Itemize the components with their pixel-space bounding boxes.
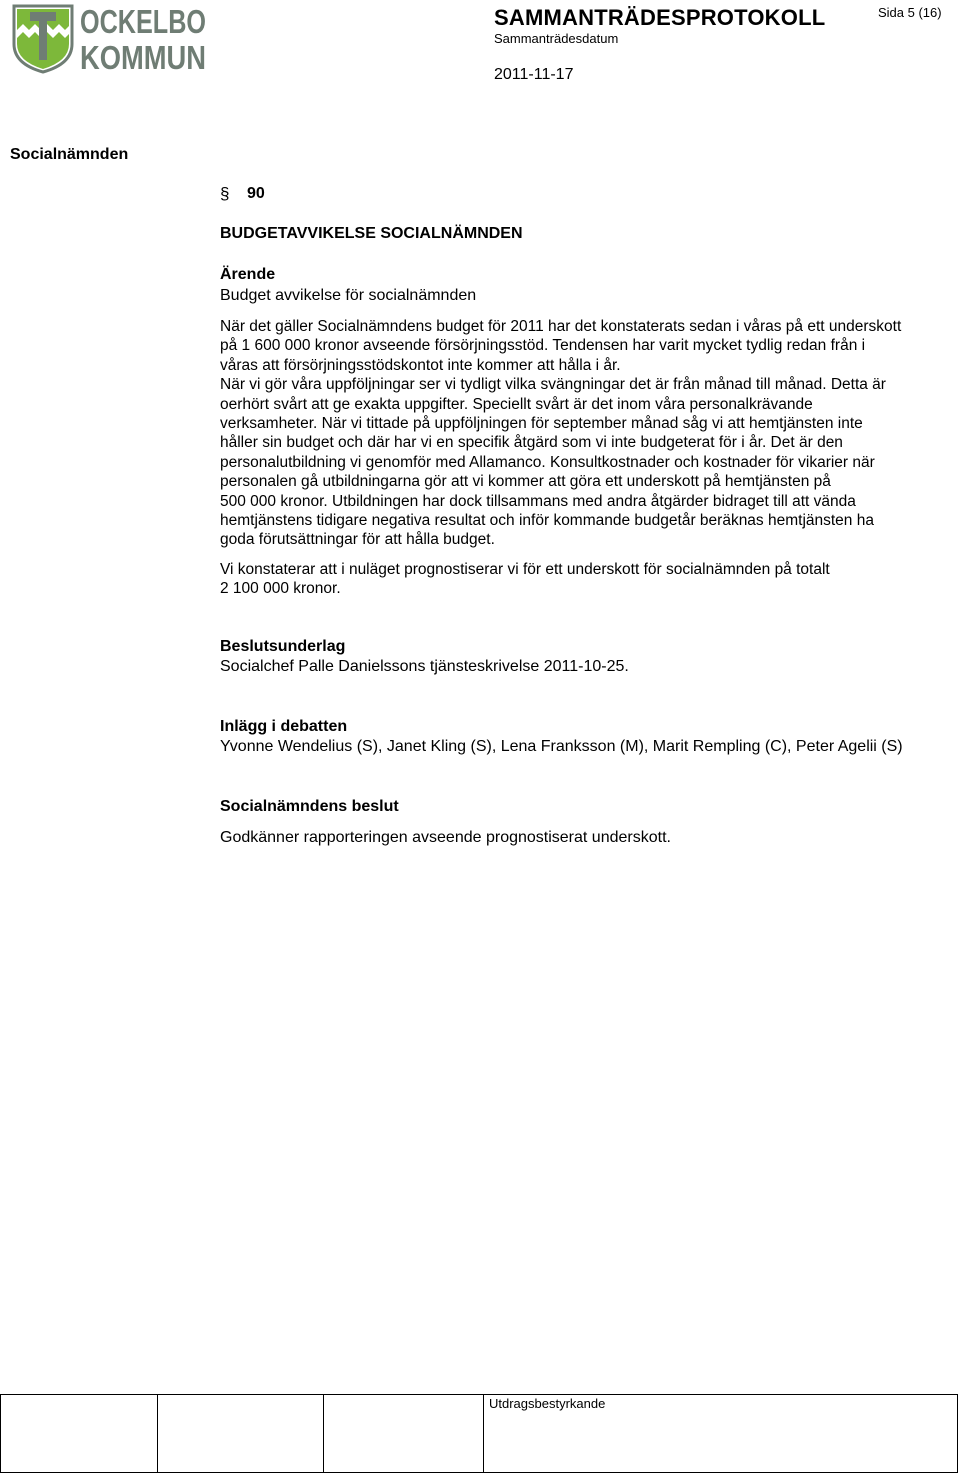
signature-cell-divider	[483, 1395, 484, 1472]
svg-text:KOMMUN: KOMMUN	[80, 39, 206, 76]
body-line: oerhört svårt att ge exakta uppgifter. Speciellt svårt är det inom våra personalkrävande	[220, 395, 813, 413]
body-line: våras att försörjningsstödskontot inte kommer att hålla i år.	[220, 356, 621, 374]
body-line: När vi gör våra uppföljningar ser vi tydligt vilka svängningar det är från månad till månad. Detta är	[220, 376, 886, 394]
beslutsunderlag-heading: Beslutsunderlag	[220, 638, 346, 655]
signature-table	[0, 1394, 958, 1473]
committee-name: Socialnämnden	[10, 146, 129, 163]
body-line: verksamheter. När vi tittade på uppföljningen för september månad såg vi att hemtjänsten inte	[220, 415, 863, 433]
body-line: 500 000 kronor. Utbildningen har dock tillsammans med andra åtgärder bidraget till att vända	[220, 492, 856, 510]
section-title: BUDGETAVVIKELSE SOCIALNÄMNDEN	[220, 225, 523, 242]
meeting-date: 2011-11-17	[494, 66, 574, 83]
body-text	[220, 317, 960, 599]
conclusion-line: Vi konstaterar att i nuläget prognostiserar vi för ett underskott för socialnämnden på totalt	[220, 560, 830, 578]
body-line: När det gäller Socialnämndens budget för 2011 har det konstaterats sedan i våras på ett underskott	[220, 318, 902, 335]
debate-participants: Yvonne Wendelius (S), Janet Kling (S), Lena Franksson (M), Marit Rempling (C), Peter Agelii (S)	[220, 738, 903, 755]
body-line: goda förutsättningar för att hålla budget.	[220, 531, 495, 549]
extract-certification-label: Utdragsbestyrkande	[489, 1396, 606, 1411]
ockelbo-kommun-logo	[8, 0, 208, 74]
signature-cell-divider	[157, 1395, 158, 1472]
page-number: Sida 5 (16)	[878, 5, 942, 20]
paragraph-symbol: §	[220, 184, 230, 203]
svg-text:OCKELBO: OCKELBO	[80, 3, 206, 40]
decision-heading: Socialnämndens beslut	[220, 798, 399, 815]
section-number: 90	[247, 185, 265, 202]
arende-text: Budget avvikelse för socialnämnden	[220, 287, 477, 304]
beslutsunderlag-text: Socialchef Palle Danielssons tjänsteskrivelse 2011-10-25.	[220, 658, 629, 675]
paragraph-gap	[220, 550, 960, 560]
decision-text: Godkänner rapporteringen avseende prognostiserat underskott.	[220, 829, 671, 846]
signature-cell-divider	[323, 1395, 324, 1472]
body-line: personalutbildning vi genomför med Allamanco. Konsultkostnader och kostnader för vikarier när	[220, 453, 875, 471]
body-line: håller sin budget och där har vi en specifik åtgärd som vi inte budgeterat för i år. Det är den	[220, 434, 843, 452]
arende-heading: Ärende	[220, 266, 276, 283]
document-title: SAMMANTRÄDESPROTOKOLL	[494, 5, 826, 30]
body-line: på 1 600 000 kronor avseende försörjningsstöd. Tendensen har varit mycket tydlig redan från i	[220, 337, 866, 355]
debate-heading: Inlägg i debatten	[220, 718, 348, 735]
meeting-date-label: Sammanträdesdatum	[494, 31, 619, 46]
body-line: personalen gå utbildningarna gör att vi kommer att göra ett underskott på hemtjänsten på	[220, 473, 831, 491]
body-line: hemtjänstens tidigare negativa resultat och inför kommande budgetår beräknas hemtjänsten ha	[220, 512, 874, 530]
conclusion-line: 2 100 000 kronor.	[220, 580, 341, 598]
